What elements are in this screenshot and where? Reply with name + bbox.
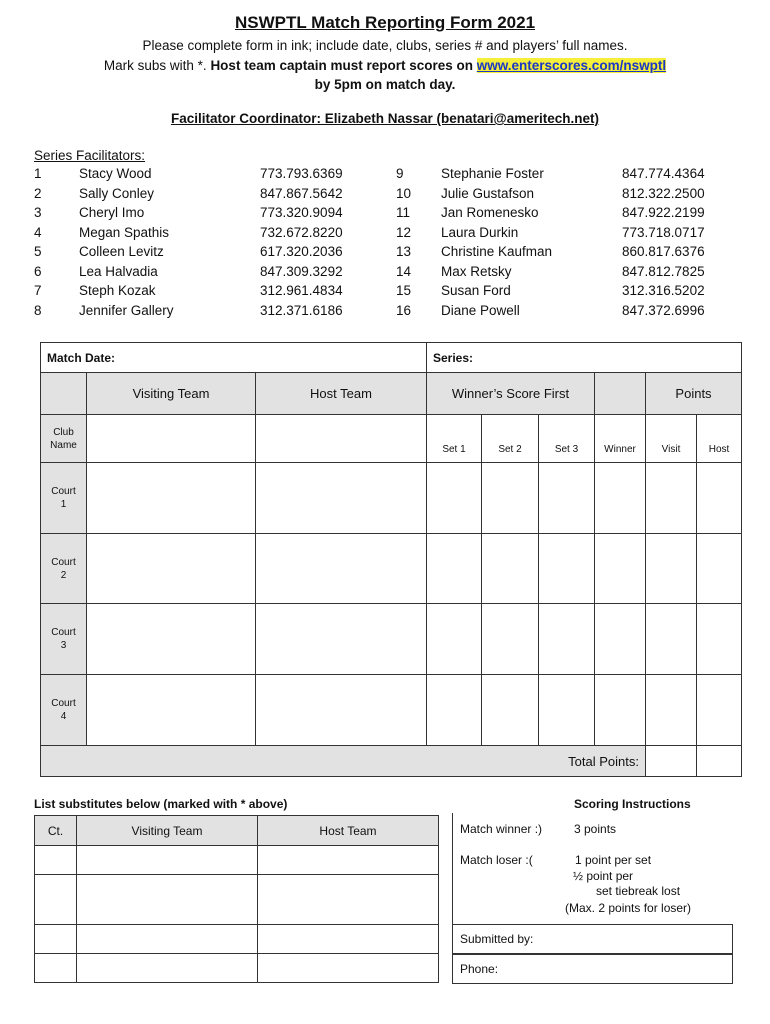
visiting-players-cell[interactable] — [87, 534, 256, 604]
set1-score-cell[interactable] — [427, 604, 482, 675]
host-points-cell[interactable] — [697, 534, 742, 604]
visit-points-cell[interactable] — [646, 463, 697, 534]
court-row — [41, 463, 742, 534]
facilitator-row — [34, 166, 734, 186]
set3-score-cell[interactable] — [539, 604, 595, 675]
club-name-label: Club Name — [41, 415, 87, 463]
facilitator-phone: 773.793.6369 — [260, 166, 343, 181]
subs-host-team-header: Host Team — [258, 816, 439, 846]
winner-cell[interactable] — [595, 675, 646, 746]
visiting-players-cell[interactable] — [87, 463, 256, 534]
enterscores-link[interactable]: www.enterscores.com/nswptl — [476, 58, 667, 73]
set2-header: Set 2 — [482, 415, 539, 463]
facilitator-number: 12 — [396, 224, 412, 240]
facilitator-number: 8 — [34, 302, 42, 318]
facilitator-number: 15 — [396, 283, 412, 298]
court-label: Court 1 — [41, 463, 87, 534]
set2-score-cell[interactable] — [482, 463, 539, 534]
facilitators-list — [34, 166, 734, 322]
visit-points-cell[interactable] — [646, 604, 697, 675]
court-label: Court 3 — [41, 604, 87, 675]
facilitator-name: Christine Kaufman — [441, 244, 553, 259]
facilitator-number: 7 — [34, 283, 42, 298]
court-label: Court 4 — [41, 675, 87, 746]
sub-court-cell[interactable] — [35, 954, 77, 983]
set1-score-cell[interactable] — [427, 463, 482, 534]
facilitator-name: Steph Kozak — [79, 283, 156, 298]
facilitator-number: 14 — [396, 263, 412, 279]
match-winner-label: Match winner :) — [460, 822, 543, 836]
facilitator-name: Julie Gustafson — [441, 185, 535, 201]
facilitator-name: Stephanie Foster — [441, 166, 544, 181]
sub-row — [35, 954, 439, 983]
facilitator-row — [34, 186, 734, 206]
series-field[interactable]: Series: — [427, 343, 742, 373]
mark-subs-text: Mark subs with *. — [103, 58, 211, 73]
court-label: Court 2 — [41, 534, 87, 604]
facilitator-row — [34, 264, 734, 284]
host-players-cell[interactable] — [256, 675, 427, 746]
total-points-label: Total Points: — [41, 746, 646, 777]
court-row — [41, 534, 742, 604]
facilitator-number: 16 — [396, 302, 412, 318]
sub-court-cell[interactable] — [35, 875, 77, 925]
facilitator-number: 11 — [396, 205, 411, 220]
host-players-cell[interactable] — [256, 463, 427, 534]
facilitator-number: 1 — [34, 166, 42, 181]
sub-row — [35, 925, 439, 954]
facilitator-phone: 773.718.0717 — [622, 224, 705, 240]
scoring-instructions-box — [452, 813, 733, 925]
facilitator-phone: 312.961.4834 — [260, 283, 343, 298]
visiting-club-name-cell[interactable] — [87, 415, 256, 463]
match-winner-points: 3 points — [574, 822, 617, 836]
host-club-name-cell[interactable] — [256, 415, 427, 463]
series-facilitators-heading: Series Facilitators: — [34, 148, 146, 163]
set3-score-cell[interactable] — [539, 463, 595, 534]
set1-header: Set 1 — [427, 415, 482, 463]
facilitator-phone: 312.371.6186 — [260, 302, 343, 318]
facilitator-phone: 847.812.7825 — [622, 263, 705, 279]
facilitator-phone: 847.774.4364 — [622, 166, 705, 181]
facilitator-name: Susan Ford — [441, 283, 511, 298]
winner-cell[interactable] — [595, 534, 646, 604]
host-team-header: Host Team — [256, 373, 427, 415]
facilitator-name: Diane Powell — [441, 302, 520, 318]
set2-score-cell[interactable] — [482, 604, 539, 675]
set2-score-cell[interactable] — [482, 534, 539, 604]
facilitator-name: Cheryl Imo — [79, 205, 145, 220]
sub-visiting-cell[interactable] — [77, 875, 258, 925]
winners-score-header: Winner’s Score First — [427, 373, 595, 415]
submitted-by-label: Submitted by: — [460, 932, 534, 946]
facilitator-name: Max Retsky — [441, 263, 512, 279]
visiting-team-header: Visiting Team — [87, 373, 256, 415]
host-captain-text: Host team captain must report scores on — [210, 58, 477, 73]
match-date-field[interactable]: Match Date: — [41, 343, 427, 373]
sub-host-cell[interactable] — [258, 875, 439, 925]
facilitator-name: Sally Conley — [79, 185, 155, 201]
host-header: Host — [697, 415, 742, 463]
court-row — [41, 604, 742, 675]
winner-header: Winner — [595, 415, 646, 463]
facilitator-name: Jan Romenesko — [441, 205, 539, 220]
facilitator-phone: 732.672.8220 — [260, 224, 343, 240]
facilitator-name: Stacy Wood — [79, 166, 152, 181]
facilitator-number: 4 — [34, 224, 42, 240]
points-header: Points — [646, 373, 742, 415]
header-blank — [41, 373, 87, 415]
facilitator-phone: 847.372.6996 — [622, 302, 705, 318]
facilitator-number: 13 — [396, 244, 412, 259]
host-players-cell[interactable] — [256, 534, 427, 604]
visit-points-cell[interactable] — [646, 534, 697, 604]
set1-score-cell[interactable] — [427, 675, 482, 746]
facilitator-row — [34, 205, 734, 225]
scoring-instructions-heading: Scoring Instructions — [574, 797, 691, 811]
set3-score-cell[interactable] — [539, 534, 595, 604]
visit-header: Visit — [646, 415, 697, 463]
facilitator-phone: 617.320.2036 — [260, 244, 343, 259]
host-players-cell[interactable] — [256, 604, 427, 675]
sub-row — [35, 875, 439, 925]
substitutes-heading: List substitutes below (marked with * above) — [34, 797, 288, 811]
sub-row — [35, 846, 439, 875]
facilitator-row — [34, 303, 734, 323]
facilitator-phone: 847.867.5642 — [260, 185, 343, 201]
match-loser-label: Match loser :( — [460, 853, 533, 867]
facilitator-name: Lea Halvadia — [79, 263, 158, 279]
instructions-line-1: Please complete form in ink; include date, clubs, series # and players’ full names. — [142, 38, 628, 53]
ct-header: Ct. — [35, 816, 77, 846]
host-points-cell[interactable] — [697, 675, 742, 746]
facilitator-name: Colleen Levitz — [79, 244, 164, 259]
facilitator-row — [34, 225, 734, 245]
facilitator-number: 2 — [34, 185, 42, 201]
set1-score-cell[interactable] — [427, 534, 482, 604]
form-title: NSWPTL Match Reporting Form 2021 — [234, 13, 536, 32]
facilitator-phone: 847.922.2199 — [622, 205, 705, 220]
phone-label: Phone: — [460, 962, 499, 976]
total-visit-points-cell[interactable] — [646, 746, 697, 777]
facilitator-name: Laura Durkin — [441, 224, 519, 240]
set3-header: Set 3 — [539, 415, 595, 463]
facilitator-name: Megan Spathis — [79, 224, 170, 240]
host-points-cell[interactable] — [697, 463, 742, 534]
subs-visiting-team-header: Visiting Team — [77, 816, 258, 846]
total-host-points-cell[interactable] — [697, 746, 742, 777]
facilitator-number: 9 — [396, 166, 404, 181]
winner-cell[interactable] — [595, 463, 646, 534]
visit-points-cell[interactable] — [646, 675, 697, 746]
sub-court-cell[interactable] — [35, 846, 77, 875]
loser-rule-3: set tiebreak lost — [596, 884, 681, 898]
match-results-table — [40, 342, 742, 777]
loser-max-note: (Max. 2 points for loser) — [565, 901, 692, 915]
facilitator-phone: 860.817.6376 — [622, 244, 705, 259]
facilitator-name: Jennifer Gallery — [79, 302, 174, 318]
phone-field[interactable] — [452, 954, 733, 984]
facilitator-number: 6 — [34, 263, 42, 279]
facilitator-phone: 312.316.5202 — [622, 283, 705, 298]
set2-score-cell[interactable] — [482, 675, 539, 746]
facilitator-number: 10 — [396, 185, 412, 201]
facilitator-row — [34, 244, 734, 264]
substitutes-table — [34, 815, 439, 983]
visiting-players-cell[interactable] — [87, 675, 256, 746]
instructions-line-2 — [0, 58, 770, 73]
sub-host-cell[interactable] — [258, 846, 439, 875]
court-row — [41, 675, 742, 746]
loser-rule-1: 1 point per set — [575, 853, 652, 867]
facilitator-number: 5 — [34, 244, 42, 259]
deadline-text: by 5pm on match day. — [314, 77, 456, 92]
sub-host-cell[interactable] — [258, 925, 439, 954]
sub-visiting-cell[interactable] — [77, 954, 258, 983]
sub-visiting-cell[interactable] — [77, 925, 258, 954]
facilitator-phone: 847.309.3292 — [260, 263, 343, 279]
visiting-players-cell[interactable] — [87, 604, 256, 675]
submitted-by-field[interactable] — [452, 924, 733, 954]
loser-rule-2: ½ point per — [573, 869, 634, 883]
sub-court-cell[interactable] — [35, 925, 77, 954]
facilitator-number: 3 — [34, 205, 42, 220]
facilitator-phone: 812.322.2500 — [622, 185, 705, 201]
facilitator-row — [34, 283, 734, 303]
host-points-cell[interactable] — [697, 604, 742, 675]
sub-visiting-cell[interactable] — [77, 846, 258, 875]
header-blank — [595, 373, 646, 415]
sub-host-cell[interactable] — [258, 954, 439, 983]
winner-cell[interactable] — [595, 604, 646, 675]
set3-score-cell[interactable] — [539, 675, 595, 746]
facilitator-coordinator: Facilitator Coordinator: Elizabeth Nassar (benatari@ameritech.net) — [170, 111, 599, 126]
facilitator-phone: 773.320.9094 — [260, 205, 343, 220]
